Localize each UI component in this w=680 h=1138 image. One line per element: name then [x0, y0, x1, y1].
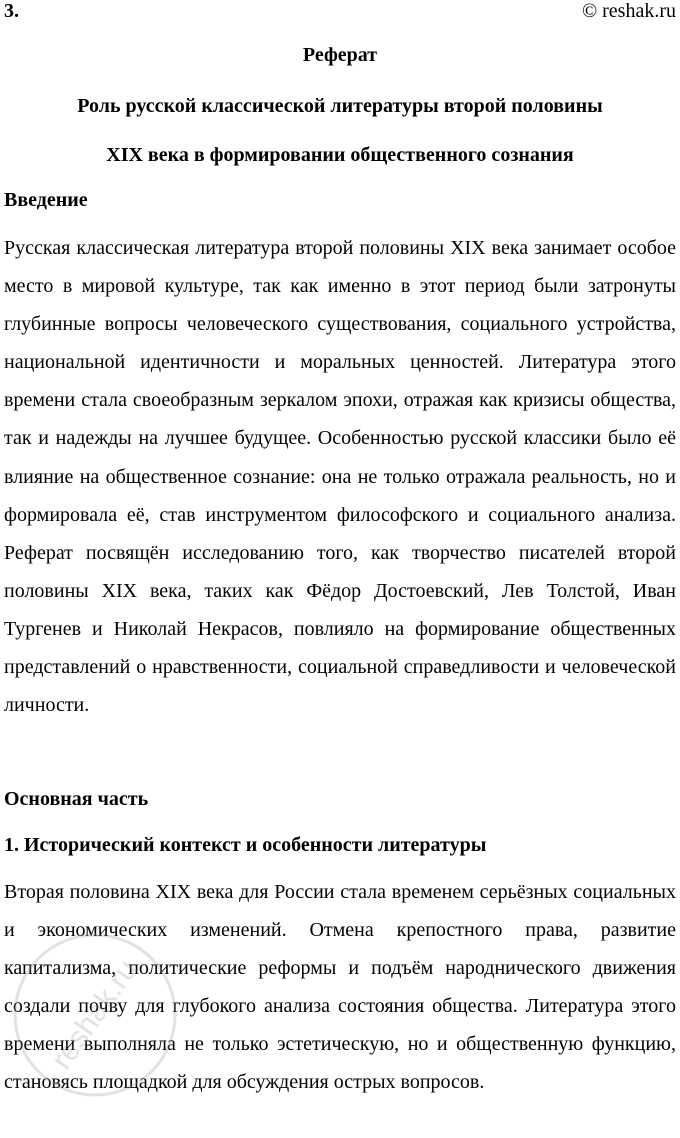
intro-paragraph: Русская классическая литература второй половины XIX века занимает особое место в мировой культуре, так как именно в этот период были затронуты глубинные вопросы человеческого существования, социального устройства, национальной идентичности и моральных ценностей. Литература этого времени стала своеобразным зеркалом эпохи, отражая как кризисы общества, так и надежды на лучшее будущее. Особенностью русской классики было её влияние на общественное сознание: она не только отражала реальность, но и формировала её, став инструментом философского и социального анализа. Реферат посвящён исследованию того, как творчество писателей второй половины XIX века, таких как Фёдор Достоевский, Лев Толстой, Иван Тургенев и Николай Некрасов, повлияло на формирование общественных представлений о нравственности, социальной справедливости и человеческой личности.: [4, 237, 676, 717]
intro-heading: Введение: [4, 189, 88, 211]
document-title: Реферат: [302, 44, 378, 66]
section1-paragraph: Вторая половина XIX века для России стала временем серьёзных социальных и экономических изменений. Отмена крепостного права, развитие капитализма, политические реформы и подъём народнического движения создали почву для глубокого анализа состояния общества. Литература этого времени выполняла не только эстетическую, но и общественную функцию, становясь площадкой для обсуждения острых вопросов.: [4, 881, 676, 1094]
copyright-label: © reshak.ru: [581, 0, 676, 22]
task-number: 3.: [4, 0, 19, 22]
main-part-heading: Основная часть: [4, 788, 149, 810]
section1-heading: 1. Исторический контекст и особенности литературы: [4, 834, 487, 856]
page-header: [4, 0, 676, 26]
document-subtitle-line2: XIX века в формировании общественного сознания: [106, 144, 574, 166]
reshak-watermark-logo: [0, 920, 190, 1110]
document-subtitle-line1: Роль русской классической литературы второй половины: [77, 95, 603, 117]
watermark-text: reshak.ru: [45, 954, 144, 1076]
